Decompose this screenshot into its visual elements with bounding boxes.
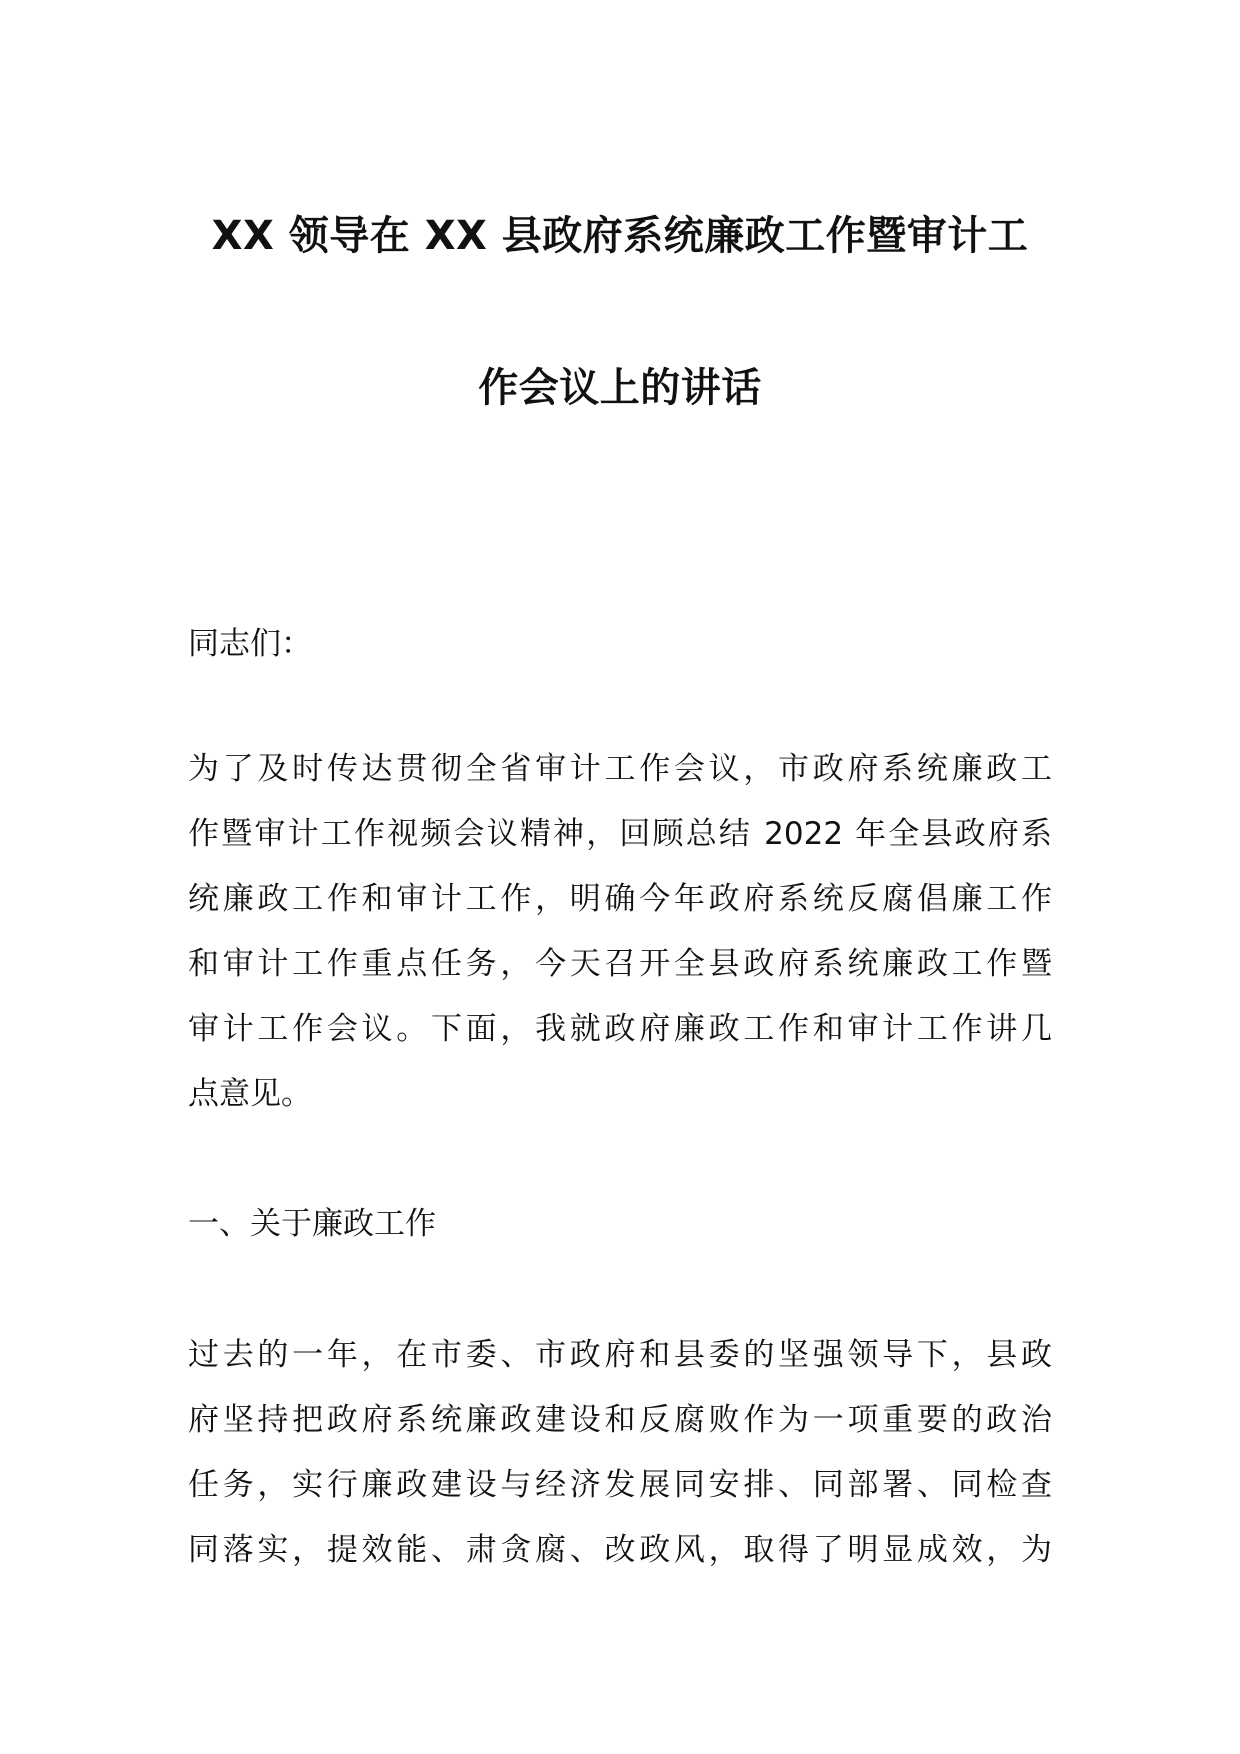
- paragraph-2-line: 过去的一年，在市委、市政府和县委的坚强领导下，县政: [188, 1337, 1052, 1373]
- section-heading-1: [188, 1192, 1052, 1257]
- paragraph-1-line: 审计工作会议。下面，我就政府廉政工作和审计工作讲几: [188, 1011, 1052, 1047]
- paragraph-2-line: 任务，实行廉政建设与经济发展同安排、同部署、同检查: [188, 1467, 1052, 1503]
- paragraph-1-line: 统廉政工作和审计工作，明确今年政府系统反腐倡廉工作: [188, 881, 1052, 917]
- paragraph-2: [188, 1323, 1052, 1583]
- document-title-line-2: 作会议上的讲话: [478, 365, 762, 411]
- salutation-text: 同志们：: [188, 626, 312, 662]
- paragraph-2-line: 同落实，提效能、肃贪腐、改政风，取得了明显成效，为: [188, 1532, 1052, 1568]
- section-heading-1-text: 一、关于廉政工作: [188, 1206, 436, 1242]
- salutation: [188, 612, 1052, 677]
- paragraph-1-line: 为了及时传达贯彻全省审计工作会议，市政府系统廉政工: [188, 751, 1052, 787]
- paragraph-1-line: 和审计工作重点任务，今天召开全县政府系统廉政工作暨: [188, 946, 1052, 982]
- paragraph-2-line: 府坚持把政府系统廉政建设和反腐败作为一项重要的政治: [188, 1402, 1052, 1438]
- paragraph-1: [188, 737, 1052, 1127]
- paragraph-1-line: 作暨审计工作视频会议精神，回顾总结 2022 年全县政府系: [188, 816, 1052, 852]
- document-title-line-1: XX 领导在 XX 县政府系统廉政工作暨审计工: [211, 213, 1029, 259]
- paragraph-1-line: 点意见。: [188, 1076, 312, 1112]
